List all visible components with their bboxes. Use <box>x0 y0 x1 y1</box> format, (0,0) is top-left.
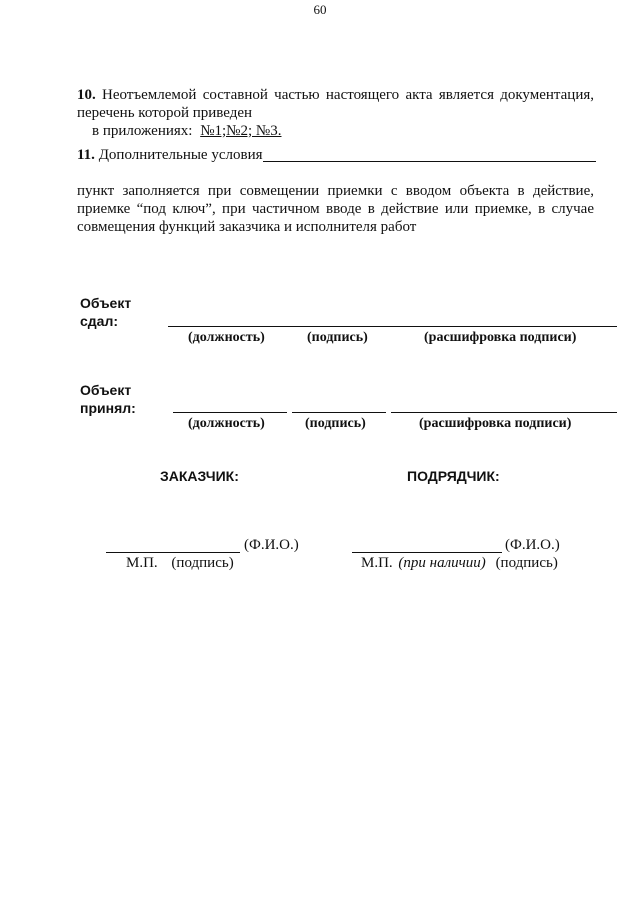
clause-11 <box>77 146 263 164</box>
handed-position-caption: (должность) <box>188 330 265 345</box>
customer-signature-caption: (подпись) <box>171 555 234 571</box>
clause-10-line-2: перечень которой приведен <box>77 105 253 121</box>
appendix-prefix: в приложениях: <box>92 123 193 139</box>
clause-11-number: 11. <box>77 147 95 163</box>
clause-10-text: Неотъемлемой составной частью настоящего акта является документация, <box>102 87 595 103</box>
appendix-list: №1;№2; №3. <box>200 123 282 139</box>
accepted-label <box>80 381 136 417</box>
handed-decoding-caption: (расшифровка подписи) <box>424 330 577 345</box>
clause-11-label: Дополнительные условия <box>98 147 263 163</box>
note-line-1: пункт заполняется при совмещении приемки с вводом объекта в действие, <box>77 183 594 199</box>
customer-stamp-row <box>126 555 234 572</box>
customer-signature-line <box>106 552 240 553</box>
handed-signature-caption: (подпись) <box>307 330 368 345</box>
handed-label-line-2: сдал: <box>80 313 119 329</box>
accepted-label-line-1: Объект <box>80 382 132 398</box>
clause-10-appendix <box>92 122 281 140</box>
page-number: 60 <box>313 2 327 17</box>
customer-title: ЗАКАЗЧИК: <box>160 468 239 484</box>
contractor-stamp-row <box>361 555 558 572</box>
customer-stamp: М.П. <box>126 555 158 571</box>
contractor-stamp-note: (при наличии) <box>398 555 486 571</box>
handed-label-line-1: Объект <box>80 295 132 311</box>
note-line-3: совмещения функций заказчика и исполнителя работ <box>77 219 417 235</box>
handed-signature-line <box>168 326 617 327</box>
contractor-fio: (Ф.И.О.) <box>505 537 560 553</box>
contractor-signature-line <box>352 552 502 553</box>
accepted-decoding-line <box>391 412 617 413</box>
contractor-title: ПОДРЯДЧИК: <box>407 468 500 484</box>
accepted-signature-caption: (подпись) <box>305 416 366 431</box>
accepted-position-line <box>173 412 287 413</box>
clause-11-fill-line <box>263 161 596 162</box>
contractor-signature-caption: (подпись) <box>495 555 558 571</box>
customer-fio: (Ф.И.О.) <box>244 537 299 553</box>
accepted-signature-line <box>292 412 386 413</box>
clause-10-line-1 <box>77 86 594 104</box>
accepted-decoding-caption: (расшифровка подписи) <box>419 416 572 431</box>
accepted-label-line-2: принял: <box>80 400 136 416</box>
clause-10-number: 10. <box>77 87 96 103</box>
accepted-position-caption: (должность) <box>188 416 265 431</box>
note-line-2: приемке “под ключ”, при частичном вводе в действие или приемке, в случае <box>77 201 594 217</box>
handed-label <box>80 294 131 330</box>
contractor-stamp: М.П. <box>361 555 393 571</box>
